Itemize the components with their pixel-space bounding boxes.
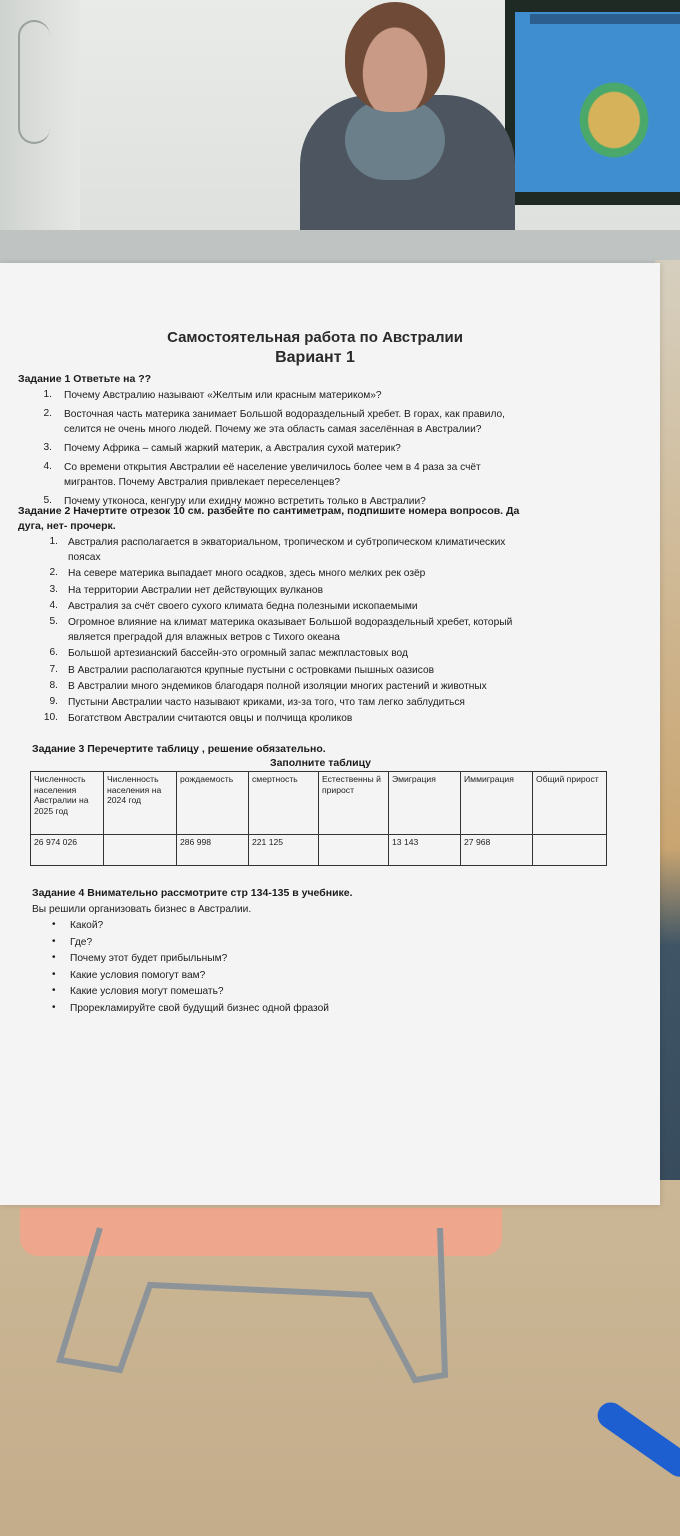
table-header-cell: Иммиграция <box>461 772 533 835</box>
task2-item-number: 9. <box>49 696 58 707</box>
task4-bullet-text: Какой? <box>70 920 104 931</box>
task2-item-number: 8. <box>49 679 58 691</box>
table-header-cell: смертность <box>249 772 319 835</box>
table-value-cell: 26 974 026 <box>31 835 104 866</box>
bullet-dot-icon: • <box>52 1001 56 1013</box>
task2-item-text: В Австралии располагаются крупные пустыни с островками пышных оазисов <box>68 664 435 676</box>
task1-item-number: 2. <box>43 408 52 419</box>
task1-item-number: 3. <box>43 442 52 453</box>
table-header-cell: Общий прирост <box>533 772 607 835</box>
task1-item-number: 5. <box>43 495 52 506</box>
task4-bullet-text: Почему этот будет прибыльным? <box>70 953 228 964</box>
worksheet-title: Самостоятельная работа по Австралии <box>167 329 463 346</box>
task1-item-text: Со времени открытия Австралии её население увеличилось более чем в 4 раза за счёт <box>64 462 481 473</box>
task4-bullet-text: Какие условия могут помешать? <box>70 986 224 997</box>
task4-intro: Вы решили организовать бизнес в Австралии. <box>32 904 252 915</box>
task2-item-text: На территории Австралии нет действующих вулканов <box>68 584 324 596</box>
task2-heading-line1: Задание 2 Начертите отрезок 10 см. разбейте по сантиметрам, подпишите номера вопросов. Да <box>18 505 520 517</box>
table-value-row <box>31 835 607 866</box>
table-header-cell: Эмиграция <box>389 772 461 835</box>
task2-item-number: 1. <box>49 536 58 547</box>
task1-item-text: селится не очень много людей. Почему же эта область самая заселённая в Австралии? <box>64 424 482 435</box>
task1-item-text: Почему утконоса, кенгуру или ехидну можно встретить только в Австралии? <box>64 496 426 507</box>
task2-item-number: 4. <box>49 599 58 611</box>
population-table <box>30 771 607 866</box>
variant-label: Вариант 1 <box>275 349 355 366</box>
task4-bullet-text: Прорекламируйте свой будущий бизнес одной фразой <box>70 1002 329 1014</box>
table-value-cell <box>319 835 389 866</box>
task1-item-number: 1. <box>43 389 52 400</box>
bullet-dot-icon: • <box>52 919 56 930</box>
task4-bullet-text: Где? <box>70 936 93 948</box>
teacher-scarf <box>345 100 445 180</box>
task2-item-number: 5. <box>49 616 58 627</box>
task2-item-text: Богатством Австралии считаются овцы и полчища кроликов <box>68 713 353 725</box>
task2-item-text: Большой артезианский бассейн-это огромный запас межпластовых вод <box>68 648 408 660</box>
task1-item-number: 4. <box>43 461 52 472</box>
table-header-cell: рождаемость <box>177 772 249 835</box>
task1-item-text: Восточная часть материка занимает Большой водораздельный хребет. В горах, как правило, <box>64 409 506 420</box>
task2-item-text: На севере материка выпадает много осадков, здесь много мелких рек озёр <box>68 568 426 580</box>
task2-item-text: В Австралии много эндемиков благодаря полной изоляции многих растений и животных <box>68 680 487 692</box>
task1-heading: Задание 1 Ответьте на ?? <box>18 373 152 385</box>
task4-heading: Задание 4 Внимательно рассмотрите стр 134-135 в учебнике. <box>32 887 353 899</box>
worksheet-content <box>0 263 660 1205</box>
task2-item-number: 7. <box>49 663 58 675</box>
task2-item-number: 3. <box>49 583 58 595</box>
task2-item-number: 10. <box>43 712 58 724</box>
bullet-dot-icon: • <box>52 968 56 980</box>
task1-item-text: мигрантов. Почему Австралия привлекает переселенцев? <box>64 477 341 488</box>
table-header-cell: Естественны й прирост <box>319 772 389 835</box>
bullet-dot-icon: • <box>52 985 56 996</box>
wall-cable <box>18 20 50 144</box>
bullet-dot-icon: • <box>52 935 56 947</box>
table-header-row <box>31 772 607 835</box>
task2-item-number: 6. <box>49 647 58 659</box>
task2-item-text: Пустыни Австралии часто называют криками, из-за того, что там легко заблудиться <box>68 697 465 708</box>
task2-item-text: поясах <box>68 552 101 564</box>
task3-heading: Задание 3 Перечертите таблицу , решение обязательно. <box>32 743 326 755</box>
worksheet-paper <box>0 263 660 1205</box>
wire-stand-frame <box>60 1228 445 1380</box>
task1-item-text: Почему Австралию называют «Желтым или красным материком»? <box>64 390 382 401</box>
task2-item-text: является преградой для влажных ветров с Тихого океана <box>68 632 340 644</box>
bullet-dot-icon: • <box>52 952 56 963</box>
task2-item-text: Австралия располагается в экваториальном, тропическом и субтропическом климатических <box>68 537 506 548</box>
teacher-head <box>345 2 445 112</box>
table-value-cell: 27 968 <box>461 835 533 866</box>
table-value-cell: 286 998 <box>177 835 249 866</box>
table-value-cell <box>533 835 607 866</box>
map-header-strip <box>530 14 680 24</box>
world-map-image <box>515 12 680 192</box>
table-value-cell: 221 125 <box>249 835 319 866</box>
table-value-cell <box>104 835 177 866</box>
task2-heading-line2: дуга, нет- прочерк. <box>18 520 116 532</box>
task1-item-text: Почему Африка – самый жаркий материк, а Австралия сухой материк? <box>64 443 401 454</box>
wire-stand <box>0 1200 680 1390</box>
task2-item-text: Огромное влияние на климат материка оказывает Большой водораздельный хребет, который <box>68 617 513 628</box>
task2-item-number: 2. <box>49 567 58 579</box>
table-value-cell: 13 143 <box>389 835 461 866</box>
table-header-cell: Численность населения Австралии на 2025 год <box>31 772 104 835</box>
task2-item-text: Австралия за счёт своего сухого климата бедна полезными ископаемыми <box>68 600 418 612</box>
table-header-cell: Численность населения на 2024 год <box>104 772 177 835</box>
table-fill-title: Заполните таблицу <box>270 757 371 769</box>
task4-bullet-text: Какие условия помогут вам? <box>70 969 206 981</box>
